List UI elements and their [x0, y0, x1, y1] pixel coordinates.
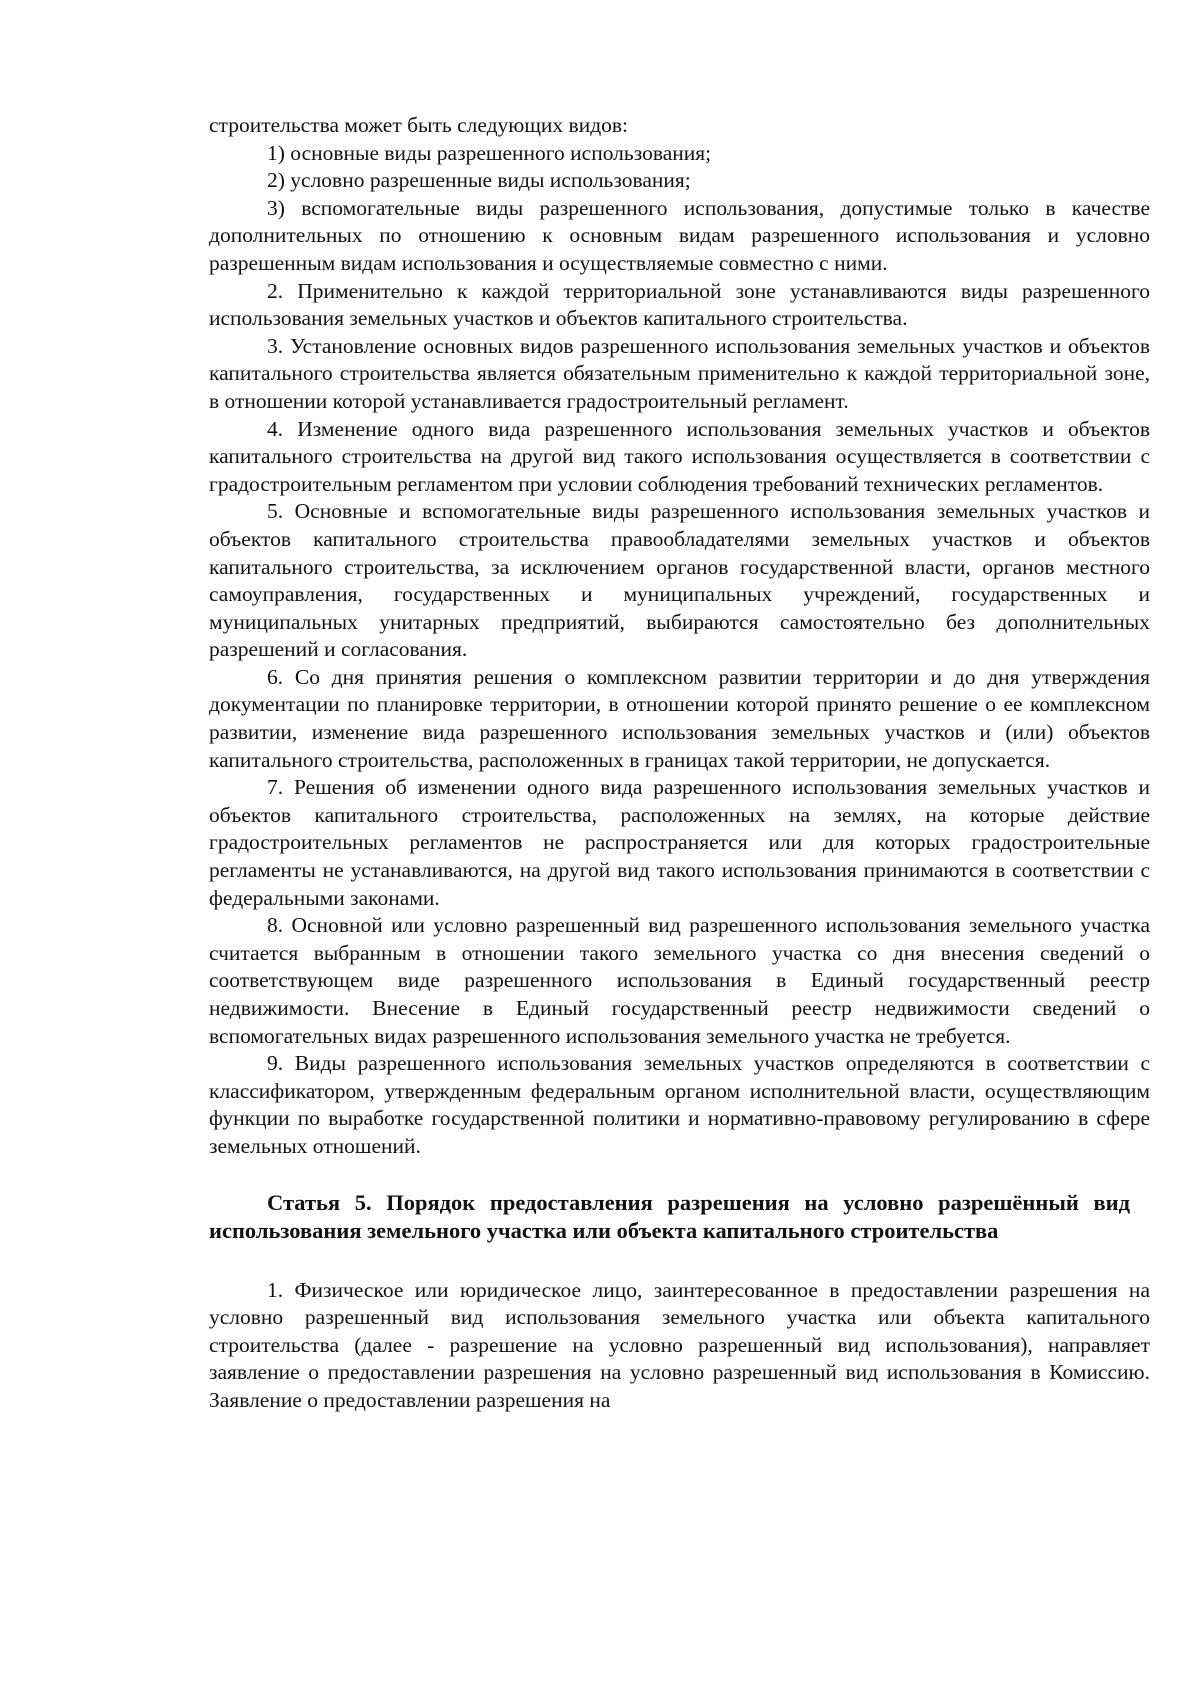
paragraph: 4. Изменение одного вида разрешенного использования земельных участков и объектов капитального строительства на другой вид такого использования осуществляется в соответствии с градостроительным регламентом при условии соблюдения требований технических регламентов.: [209, 416, 1150, 496]
paragraph: 7. Решения об изменении одного вида разрешенного использования земельных участков и объектов капитального строительства, расположенных на землях, на которые действие градостроительных регламентов не распространяется или для которых градостроительные регламенты не устанавливаются, на другой вид такого использования принимаются в соответствии с федеральными законами.: [209, 775, 1150, 910]
article-heading: Статья 5. Порядок предоставления разрешения на условно разрешённый вид использования земельного участка или объекта капитального строительства: [209, 1189, 1130, 1243]
paragraph: 6. Со дня принятия решения о комплексном развитии территории и до дня утверждения документации по планировке территории, в отношении которой принято решение о ее комплексном развитии, изменение вида разрешенного использования земельных участков и (или) объектов капитального строительства, расположенных в границах такой территории, не допускается.: [209, 664, 1150, 772]
list-item: 1) основные виды разрешенного использования;: [267, 140, 712, 165]
paragraph: 9. Виды разрешенного использования земельных участков определяются в соответствии с классификатором, утвержденным федеральным органом исполнительной власти, осуществляющим функции по выработке государственной политики и нормативно-правовому регулированию в сфере земельных отношений.: [209, 1051, 1150, 1158]
paragraph: 5. Основные и вспомогательные виды разрешенного использования земельных участков и объектов капитального строительства правообладателями земельных участков и объектов капитального строительства, за исключением органов государственной власти, органов местного самоуправления, государственных и муниципальных учреждений, государственных и муниципальных унитарных предприятий, выбираются самостоятельно без дополнительных разрешений и согласования.: [209, 499, 1150, 662]
paragraphs-after: [209, 1277, 1150, 1415]
paragraph: 1. Физическое или юридическое лицо, заинтересованное в предоставлении разрешения на условно разрешенный вид использования земельного участка или объекта капитального строительства (далее - разрешение на условно разрешенный вид использования), направляет заявление о предоставлении разрешения на условно разрешенный вид использования в Комиссию. Заявление о предоставлении разрешения на: [209, 1277, 1150, 1412]
paragraph: 2. Применительно к каждой территориальной зоне устанавливаются виды разрешенного использования земельных участков и объектов капитального строительства.: [209, 278, 1150, 331]
list-item: 2) условно разрешенные виды использования;: [267, 168, 691, 193]
paragraph: строительства может быть следующих видов:: [209, 113, 629, 137]
list-item: 3) вспомогательные виды разрешенного использования, допустимые только в качестве дополнительных по отношению к основным видам разрешенного использования и условно разрешенным видам использования и осуществляемые совместно с ними.: [209, 195, 1150, 275]
document-body: [209, 112, 1150, 1415]
paragraph: 3. Установление основных видов разрешенного использования земельных участков и объектов капитального строительства является обязательным применительно к каждой территориальной зоне, в отношении которой устанавливается градостроительный регламент.: [209, 333, 1150, 413]
paragraph: 8. Основной или условно разрешенный вид разрешенного использования земельного участка считается выбранным в отношении такого земельного участка со дня внесения сведений о соответствующем виде разрешенного использования в Единый государственный реестр недвижимости. Внесение в Единый государственный реестр недвижимости сведений о вспомогательных видах разрешенного использования земельного участка не требуется.: [209, 913, 1150, 1048]
paragraphs-before: [209, 112, 1150, 1161]
